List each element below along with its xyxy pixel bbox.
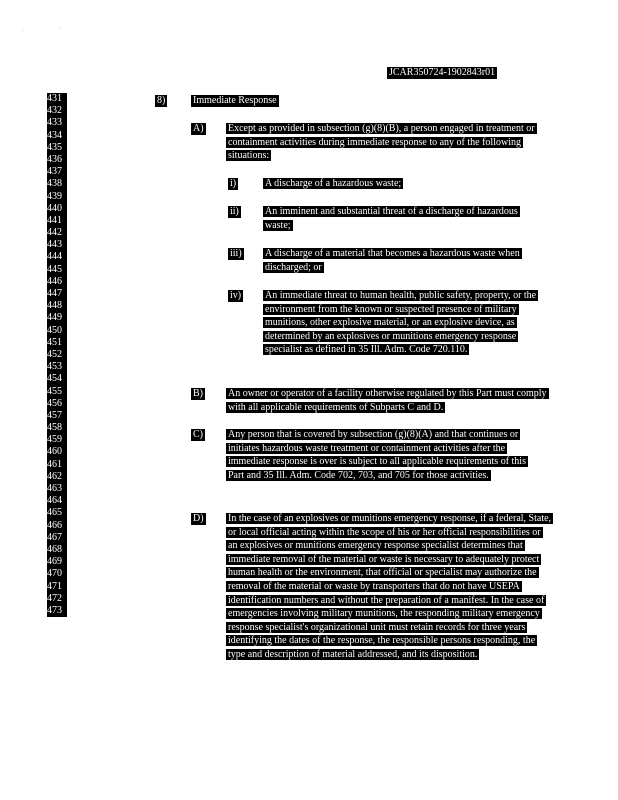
line-number: 455: [47, 386, 67, 398]
item-d-label: D): [193, 513, 204, 524]
line-number: 468: [47, 544, 67, 556]
line-number: 431: [47, 93, 67, 105]
line-number-column: [47, 93, 67, 617]
line-number: 450: [47, 325, 67, 337]
item-iv-text: An immediate threat to human health, public safety, property, or the environment from the known or suspected presence of military munitions, other explosive material, or an explosive device, as determined by an explosives or munitions emergency response specialist as defined in 35 Ill. Adm. Code 720.110.: [265, 290, 537, 356]
line-number: 452: [47, 349, 67, 361]
line-number: 469: [47, 556, 67, 568]
scan-speck: ·: [58, 26, 60, 32]
line-number: 473: [47, 605, 67, 617]
item-ii-label: ii): [230, 206, 239, 217]
scan-speck: ·: [22, 28, 24, 34]
line-number: 460: [47, 446, 67, 458]
line-number: 472: [47, 593, 67, 605]
line-number: 444: [47, 251, 67, 263]
line-number: 438: [47, 178, 67, 190]
line-number: 471: [47, 581, 67, 593]
line-number: 446: [47, 276, 67, 288]
item-c-label: C): [193, 429, 203, 440]
line-number: 435: [47, 142, 67, 154]
item-c-text: Any person that is covered by subsection (g)(8)(A) and that continues or initiates hazardous waste treatment or containment activities after the immediate response is over is subject to all applicable requirements of this Part and 35 Ill. Adm. Code 702, 703, and 705 for those activities.: [228, 429, 526, 481]
line-number: 458: [47, 422, 67, 434]
line-number: 470: [47, 568, 67, 580]
line-number: 456: [47, 398, 67, 410]
line-number: 440: [47, 203, 67, 215]
line-number: 451: [47, 337, 67, 349]
item-iii-label: iii): [230, 248, 242, 259]
item-a-text: Except as provided in subsection (g)(8)(B), a person engaged in treatment or containment activities during immediate response to any of the following situations:: [228, 123, 535, 162]
item-i-label: i): [230, 178, 237, 189]
item-b-text: An owner or operator of a facility otherwise regulated by this Part must comply with all applicable requirements of Subparts C and D.: [228, 388, 547, 413]
line-number: 464: [47, 495, 67, 507]
line-number: 462: [47, 471, 67, 483]
item-i-text: A discharge of a hazardous waste;: [265, 178, 402, 189]
item-d-text: In the case of an explosives or munitions emergency response, if a federal, State, or local official acting within the scope of his or her official responsibilities or an explosives or munitions emergency response specialist determines that immediate removal of the material or waste is necessary to adequately protect human health or the environment, that official or specialist may authorize the removal of the material or waste by transporters that do not have USEPA identification numbers and without the preparation of a manifest. In the case of emergencies involving military munitions, the responding military emergency response specialist's organizational unit must retain records for three years identifying the dates of the response, the responsible persons responding, the type and description of material addressed, and its disposition.: [228, 513, 552, 660]
line-number: 461: [47, 459, 67, 471]
line-number: 459: [47, 434, 67, 446]
line-number: 443: [47, 239, 67, 251]
item-a-label: A): [193, 123, 204, 134]
line-number: 436: [47, 154, 67, 166]
item-iv-label: iv): [230, 290, 242, 301]
document-id: JCAR350724-1902843r01: [389, 67, 496, 78]
line-number: 439: [47, 191, 67, 203]
item-iii-text: A discharge of a material that becomes a hazardous waste when discharged; or: [265, 248, 520, 273]
line-number: 432: [47, 105, 67, 117]
item-b-label: B): [193, 388, 203, 399]
line-number: 445: [47, 264, 67, 276]
section-title: Immediate Response: [193, 95, 277, 106]
line-number: 466: [47, 520, 67, 532]
section-label: 8): [157, 95, 166, 106]
item-ii-text: An imminent and substantial threat of a discharge of hazardous waste;: [265, 206, 518, 231]
line-number: 447: [47, 288, 67, 300]
line-number: 463: [47, 483, 67, 495]
line-number: 437: [47, 166, 67, 178]
line-number: 465: [47, 507, 67, 519]
line-number: 448: [47, 300, 67, 312]
line-number: 457: [47, 410, 67, 422]
line-number: 434: [47, 130, 67, 142]
line-number: 441: [47, 215, 67, 227]
line-number: 449: [47, 312, 67, 324]
line-number: 467: [47, 532, 67, 544]
line-number: 433: [47, 117, 67, 129]
line-number: 454: [47, 373, 67, 385]
line-number: 442: [47, 227, 67, 239]
line-number: 453: [47, 361, 67, 373]
